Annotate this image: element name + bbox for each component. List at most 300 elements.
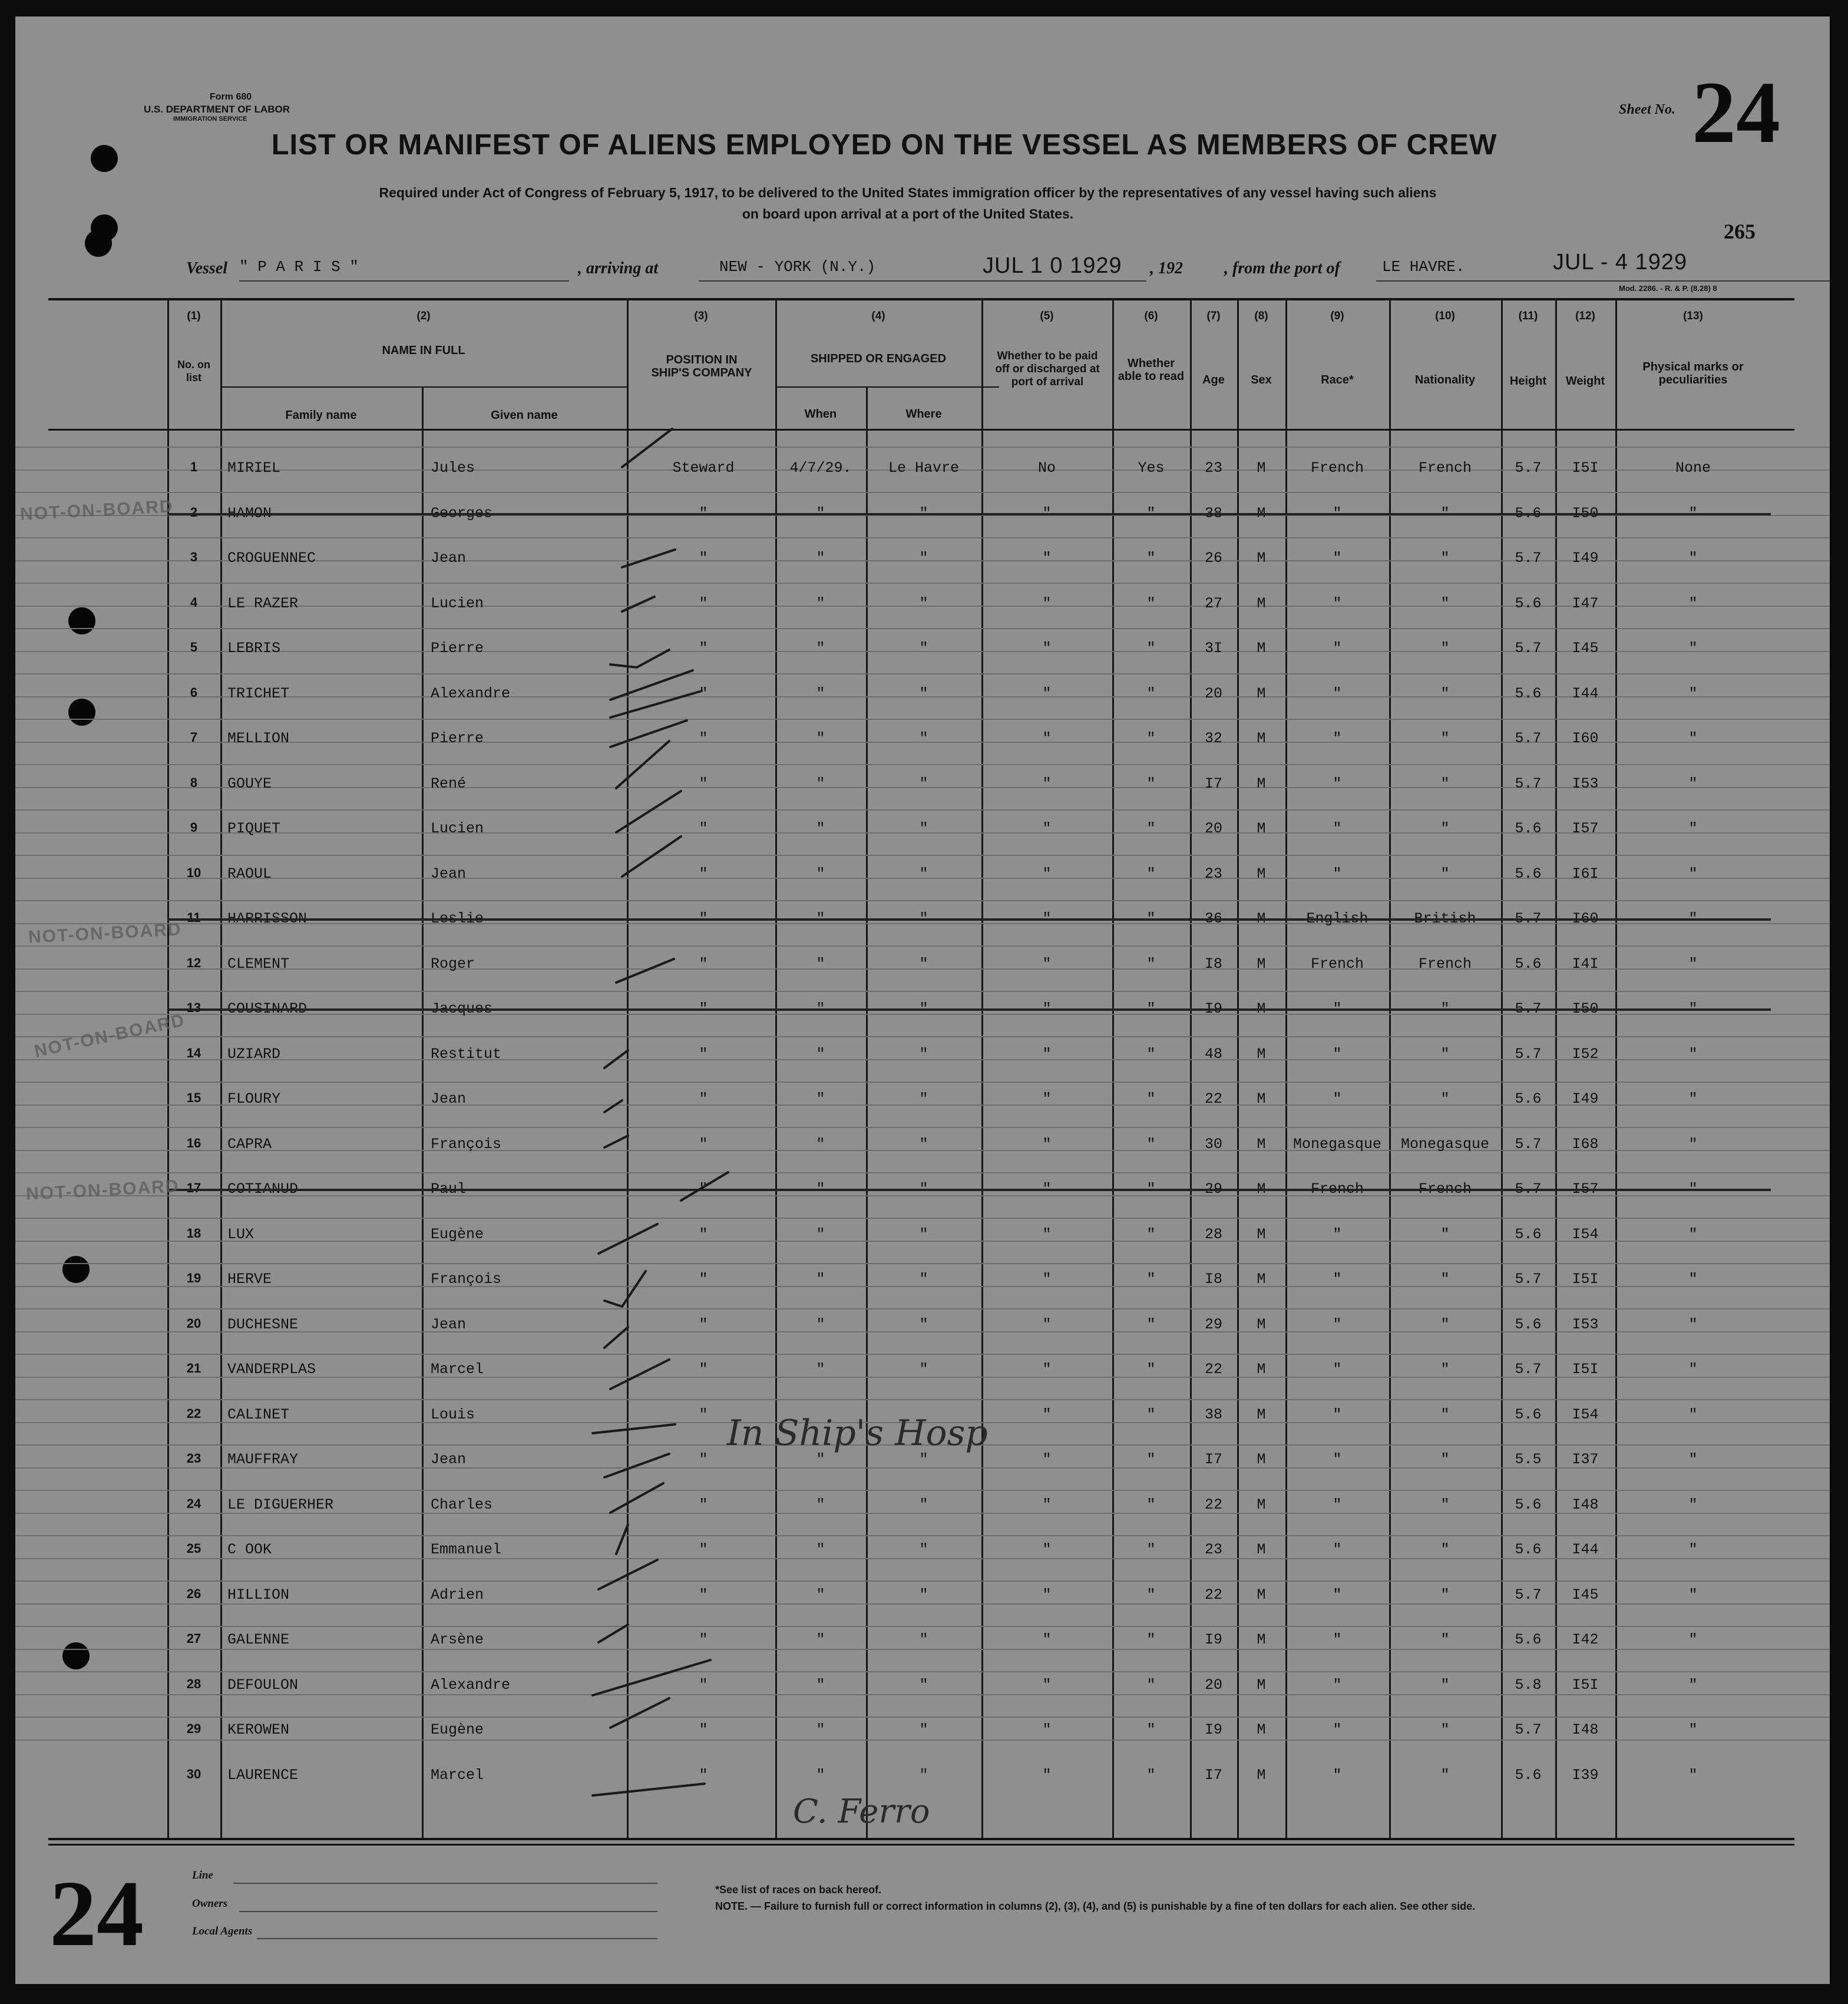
- cell-sex: M: [1257, 459, 1266, 477]
- cell-read: ": [1146, 865, 1156, 882]
- cell-race: ": [1333, 1090, 1342, 1107]
- header-height: Height: [1509, 375, 1547, 388]
- cell-weight: I45: [1572, 1586, 1599, 1603]
- cell-marks: ": [1688, 594, 1698, 612]
- check-mark: [610, 1483, 663, 1513]
- cell-paid: ": [1042, 1361, 1052, 1378]
- cell-given: Adrien: [431, 1586, 484, 1603]
- cell-position: ": [699, 594, 708, 612]
- cell-no: 3: [190, 550, 198, 564]
- cell-read: ": [1146, 1180, 1156, 1198]
- cell-paid: ": [1042, 504, 1052, 522]
- cell-no: 13: [186, 1000, 201, 1015]
- cell-position: Steward: [672, 459, 735, 477]
- cell-height: 5.7: [1515, 1180, 1542, 1198]
- cell-when: ": [816, 1225, 825, 1243]
- cell-race: ": [1333, 730, 1342, 747]
- check-mark: [610, 670, 693, 700]
- column-number: (4): [871, 310, 885, 322]
- cell-when: ": [816, 1315, 825, 1333]
- cell-weight: I68: [1572, 1135, 1599, 1153]
- cell-height: 5.6: [1515, 1631, 1542, 1648]
- check-mark: [622, 597, 654, 611]
- cell-position: ": [699, 1721, 708, 1738]
- owners-label: Owners: [192, 1897, 228, 1910]
- manifest-sheet: [15, 16, 1830, 1984]
- cell-no: 4: [190, 594, 198, 610]
- cell-where: ": [919, 1676, 928, 1694]
- cell-nationality: ": [1440, 640, 1450, 657]
- cell-when: ": [816, 910, 825, 927]
- cell-family: TRICHET: [227, 684, 290, 702]
- cell-weight: I48: [1572, 1721, 1599, 1738]
- cell-race: ": [1333, 684, 1342, 702]
- from-port-label: , from the port of: [1224, 259, 1340, 277]
- cell-position: ": [699, 1406, 708, 1423]
- cell-sex: M: [1257, 1000, 1266, 1017]
- cell-no: 22: [186, 1406, 201, 1421]
- document-title: LIST OR MANIFEST OF ALIENS EMPLOYED ON THE VESSEL AS MEMBERS OF CREW: [271, 129, 1497, 161]
- not-on-board-stamp: NOT-ON-BOARD: [28, 920, 183, 947]
- cell-no: 15: [186, 1090, 201, 1105]
- cell-weight: I53: [1572, 1315, 1599, 1333]
- cell-paid: ": [1042, 730, 1052, 747]
- cell-read: ": [1146, 1496, 1156, 1513]
- cell-marks: ": [1688, 1315, 1698, 1333]
- department-name: U.S. DEPARTMENT OF LABOR: [144, 104, 290, 115]
- cell-position: ": [699, 865, 708, 882]
- header-when: When: [804, 408, 837, 421]
- cell-age: 32: [1204, 730, 1222, 747]
- vessel-name: " P A R I S ": [239, 258, 359, 276]
- cell-position: ": [699, 1361, 708, 1378]
- cell-height: 5.7: [1515, 550, 1542, 567]
- cell-position: ": [699, 1496, 708, 1513]
- cell-where: ": [919, 1766, 928, 1784]
- cell-no: 25: [186, 1541, 201, 1556]
- cell-age: 48: [1204, 1045, 1222, 1063]
- cell-read: ": [1146, 1631, 1156, 1648]
- header-age: Age: [1202, 373, 1225, 386]
- cell-paid: ": [1042, 1090, 1052, 1107]
- check-mark: [593, 1660, 710, 1695]
- cell-when: ": [816, 775, 825, 792]
- cell-weight: I4I: [1572, 955, 1599, 973]
- column-number: (3): [694, 310, 708, 322]
- check-mark: [616, 959, 674, 983]
- cell-where: ": [919, 820, 928, 837]
- cell-nationality: ": [1440, 1586, 1450, 1603]
- cell-position: ": [699, 1271, 708, 1288]
- cell-position: ": [699, 910, 708, 927]
- cell-when: ": [816, 504, 825, 522]
- cell-paid: ": [1042, 820, 1052, 837]
- cell-height: 5.6: [1515, 1315, 1542, 1333]
- cell-marks: ": [1688, 1000, 1698, 1017]
- cell-height: 5.6: [1515, 1766, 1542, 1784]
- header-weight: Weight: [1565, 375, 1605, 388]
- cell-position: ": [699, 1451, 708, 1468]
- cell-family: HAMON: [227, 504, 272, 522]
- cell-position: ": [699, 1180, 708, 1198]
- cell-read: ": [1146, 1225, 1156, 1243]
- cell-read: ": [1146, 594, 1156, 612]
- cell-age: I9: [1204, 1721, 1222, 1738]
- cell-marks: ": [1688, 865, 1698, 882]
- cell-given: Pierre: [431, 640, 484, 657]
- cell-sex: M: [1257, 1406, 1266, 1423]
- cell-nationality: ": [1440, 684, 1450, 702]
- cell-weight: I54: [1572, 1225, 1599, 1243]
- cell-when: ": [816, 1271, 825, 1288]
- header-no-on-list: No. on list: [177, 359, 210, 383]
- cell-paid: ": [1042, 1496, 1052, 1513]
- cell-where: ": [919, 865, 928, 882]
- cell-paid: ": [1042, 1406, 1052, 1423]
- cell-paid: ": [1042, 1135, 1052, 1153]
- cell-read: ": [1146, 955, 1156, 973]
- check-mark: [616, 741, 669, 788]
- cell-height: 5.6: [1515, 1406, 1542, 1423]
- cell-nationality: ": [1440, 1631, 1450, 1648]
- cell-given: Alexandre: [431, 1676, 511, 1694]
- cell-weight: I50: [1572, 1000, 1599, 1017]
- cell-height: 5.6: [1515, 594, 1542, 612]
- header-physical-marks: Physical marks or peculiarities: [1642, 361, 1744, 386]
- column-number: (5): [1040, 310, 1054, 322]
- cell-race: ": [1333, 1271, 1342, 1288]
- cell-where: ": [919, 1315, 928, 1333]
- cell-family: FLOURY: [227, 1090, 281, 1107]
- cell-read: ": [1146, 1090, 1156, 1107]
- cell-position: ": [699, 640, 708, 657]
- cell-no: 12: [186, 955, 201, 970]
- cell-height: 5.6: [1515, 1541, 1542, 1558]
- header-race: Race*: [1321, 373, 1354, 386]
- cell-weight: I60: [1572, 910, 1599, 927]
- cell-paid: ": [1042, 1676, 1052, 1694]
- cell-weight: I6I: [1572, 865, 1599, 882]
- cell-where: ": [919, 1541, 928, 1558]
- cell-given: Emmanuel: [431, 1541, 502, 1558]
- cell-weight: I5I: [1572, 1676, 1599, 1694]
- cell-height: 5.7: [1515, 1586, 1542, 1603]
- cell-height: 5.7: [1515, 775, 1542, 792]
- cell-given: René: [431, 775, 467, 792]
- cell-race: ": [1333, 550, 1342, 567]
- cell-age: I7: [1204, 775, 1222, 792]
- cell-sex: M: [1257, 504, 1266, 522]
- header-nationality: Nationality: [1414, 373, 1476, 386]
- cell-position: ": [699, 550, 708, 567]
- cell-race: ": [1333, 820, 1342, 837]
- year-label: , 192: [1150, 259, 1183, 277]
- cell-read: ": [1146, 1721, 1156, 1738]
- cell-nationality: ": [1440, 1045, 1450, 1063]
- cell-position: ": [699, 1631, 708, 1648]
- cell-when: ": [816, 865, 825, 882]
- cell-sex: M: [1257, 640, 1266, 657]
- cell-where: Le Havre: [888, 459, 960, 477]
- cell-weight: I45: [1572, 640, 1599, 657]
- cell-nationality: French: [1418, 955, 1472, 973]
- cell-age: I9: [1204, 1000, 1222, 1017]
- cell-race: ": [1333, 1676, 1342, 1694]
- cell-height: 5.6: [1515, 820, 1542, 837]
- cell-height: 5.7: [1515, 640, 1542, 657]
- check-mark: [604, 1454, 669, 1477]
- cell-sex: M: [1257, 1631, 1266, 1648]
- arriving-port: NEW - YORK (N.Y.): [719, 258, 876, 276]
- sheet-label: Sheet No.: [1619, 102, 1675, 117]
- cell-family: LAURENCE: [227, 1766, 299, 1784]
- cell-where: ": [919, 594, 928, 612]
- cell-when: ": [816, 730, 825, 747]
- cell-given: Georges: [431, 504, 493, 522]
- cell-given: Louis: [431, 1406, 475, 1423]
- cell-no: 11: [187, 910, 201, 925]
- cell-sex: M: [1257, 1676, 1266, 1694]
- cell-position: ": [699, 1586, 708, 1603]
- cell-height: 5.8: [1515, 1676, 1542, 1694]
- check-mark: [593, 1424, 675, 1433]
- check-mark: [616, 1525, 628, 1554]
- cell-marks: ": [1688, 1225, 1698, 1243]
- cell-position: ": [699, 775, 708, 792]
- cell-paid: ": [1042, 1586, 1052, 1603]
- cell-where: ": [919, 640, 928, 657]
- cell-read: Yes: [1138, 459, 1165, 477]
- cell-race: ": [1333, 1766, 1342, 1784]
- cell-no: 29: [186, 1721, 201, 1736]
- header-where: Where: [905, 408, 942, 421]
- cell-marks: ": [1688, 1045, 1698, 1063]
- cell-sex: M: [1257, 1451, 1266, 1468]
- cell-where: ": [919, 684, 928, 702]
- cell-marks: ": [1688, 1361, 1698, 1378]
- cell-given: François: [431, 1271, 502, 1288]
- cell-when: ": [816, 684, 825, 702]
- cell-weight: I47: [1572, 594, 1599, 612]
- cell-when: ": [816, 820, 825, 837]
- cell-when: ": [816, 1045, 825, 1063]
- cell-no: 8: [190, 775, 198, 790]
- cell-given: Jean: [431, 1090, 467, 1107]
- cell-when: ": [816, 1361, 825, 1378]
- cell-given: Leslie: [431, 910, 484, 927]
- cell-given: Jacques: [431, 1000, 493, 1017]
- cell-race: ": [1333, 1721, 1342, 1738]
- cell-where: ": [919, 1135, 928, 1153]
- cell-nationality: ": [1440, 1315, 1450, 1333]
- cell-age: 23: [1204, 459, 1222, 477]
- cell-height: 5.7: [1515, 1000, 1542, 1017]
- cell-age: 26: [1204, 550, 1222, 567]
- cell-marks: ": [1688, 1766, 1698, 1784]
- cell-marks: ": [1688, 1406, 1698, 1423]
- check-mark: [604, 1136, 628, 1147]
- cell-paid: ": [1042, 1541, 1052, 1558]
- page-number: 265: [1724, 220, 1756, 243]
- cell-no: 17: [186, 1180, 201, 1195]
- cell-paid: ": [1042, 1721, 1052, 1738]
- cell-paid: ": [1042, 1225, 1052, 1243]
- cell-read: ": [1146, 640, 1156, 657]
- cell-read: ": [1146, 1541, 1156, 1558]
- cell-family: C OOK: [227, 1541, 272, 1558]
- cell-given: Jean: [431, 865, 467, 882]
- cell-height: 5.6: [1515, 684, 1542, 702]
- cell-weight: I44: [1572, 1541, 1599, 1558]
- column-number: (6): [1144, 310, 1158, 322]
- cell-read: ": [1146, 730, 1156, 747]
- check-mark: [622, 836, 681, 877]
- cell-marks: ": [1688, 1271, 1698, 1288]
- cell-paid: ": [1042, 1315, 1052, 1333]
- cell-height: 5.7: [1515, 1271, 1542, 1288]
- cell-sex: M: [1257, 955, 1266, 973]
- cell-given: Jean: [431, 550, 467, 567]
- check-mark: [610, 1698, 669, 1728]
- cell-sex: M: [1257, 1180, 1266, 1198]
- cell-given: Jean: [431, 1315, 467, 1333]
- header-able-to-read: Whether able to read: [1118, 357, 1185, 383]
- cell-read: ": [1146, 910, 1156, 927]
- cell-age: 22: [1204, 1090, 1222, 1107]
- cell-sex: M: [1257, 775, 1266, 792]
- cell-weight: I49: [1572, 1090, 1599, 1107]
- not-on-board-stamp: NOT-ON-BOARD: [19, 497, 174, 524]
- cell-marks: ": [1688, 640, 1698, 657]
- cell-weight: I49: [1572, 550, 1599, 567]
- cell-no: 18: [186, 1225, 201, 1241]
- cell-height: 5.6: [1515, 865, 1542, 882]
- cell-weight: I5I: [1572, 1271, 1599, 1288]
- cell-sex: M: [1257, 820, 1266, 837]
- column-number: (7): [1206, 310, 1221, 322]
- cell-position: ": [699, 684, 708, 702]
- cell-position: ": [699, 1766, 708, 1784]
- check-mark: [622, 429, 672, 467]
- cell-nationality: French: [1418, 459, 1472, 477]
- cell-read: ": [1146, 1315, 1156, 1333]
- column-number: (11): [1518, 310, 1538, 322]
- cell-position: ": [699, 1000, 708, 1017]
- subtitle-line-1: Required under Act of Congress of February 5, 1917, to be delivered to the United States immigration officer by the representatives of any vessel having such aliens: [379, 185, 1437, 200]
- footer-sheet-number: 24: [49, 1861, 144, 1966]
- cell-given: Marcel: [431, 1766, 484, 1784]
- not-on-board-stamp: NOT-ON-BOARD: [25, 1176, 180, 1204]
- cell-age: 30: [1204, 1135, 1222, 1153]
- check-mark: [599, 1625, 628, 1642]
- cell-sex: M: [1257, 1045, 1266, 1063]
- cell-read: ": [1146, 775, 1156, 792]
- cell-family: RAOUL: [227, 865, 272, 882]
- cell-family: VANDERPLAS: [227, 1361, 316, 1378]
- header-sex: Sex: [1251, 373, 1272, 386]
- cell-paid: ": [1042, 955, 1052, 973]
- cell-position: ": [699, 1225, 708, 1243]
- cell-when: ": [816, 1541, 825, 1558]
- cell-race: ": [1333, 640, 1342, 657]
- cell-read: ": [1146, 1451, 1156, 1468]
- cell-age: 38: [1204, 1406, 1222, 1423]
- cell-read: ": [1146, 1271, 1156, 1288]
- cell-age: 22: [1204, 1586, 1222, 1603]
- cell-marks: ": [1688, 504, 1698, 522]
- column-number: (9): [1330, 310, 1344, 322]
- cell-read: ": [1146, 550, 1156, 567]
- cell-sex: M: [1257, 1721, 1266, 1738]
- cell-given: Restitut: [431, 1045, 502, 1063]
- cell-given: Alexandre: [431, 684, 511, 702]
- cell-no: 16: [186, 1135, 201, 1150]
- cell-sex: M: [1257, 550, 1266, 567]
- cell-where: ": [919, 1361, 928, 1378]
- cell-nationality: Monegasque: [1400, 1135, 1490, 1153]
- cell-nationality: ": [1440, 775, 1450, 792]
- cell-marks: ": [1688, 910, 1698, 927]
- column-number: (2): [416, 310, 431, 322]
- cell-read: ": [1146, 1361, 1156, 1378]
- cell-weight: I44: [1572, 684, 1599, 702]
- cell-family: CROGUENNEC: [227, 550, 316, 567]
- cell-marks: ": [1688, 820, 1698, 837]
- cell-height: 5.5: [1515, 1451, 1542, 1468]
- cell-position: ": [699, 820, 708, 837]
- cell-paid: ": [1042, 1631, 1052, 1648]
- cell-age: 3I: [1204, 640, 1222, 657]
- cell-nationality: ": [1440, 820, 1450, 837]
- cell-position: ": [699, 955, 708, 973]
- cell-age: 38: [1204, 504, 1222, 522]
- cell-no: 19: [186, 1271, 201, 1285]
- cell-weight: I60: [1572, 730, 1599, 747]
- cell-paid: ": [1042, 910, 1052, 927]
- cell-family: LEBRIS: [227, 640, 281, 657]
- cell-family: HARRISSON: [227, 910, 308, 927]
- check-mark: [681, 1172, 728, 1201]
- cell-paid: ": [1042, 865, 1052, 882]
- cell-given: Jules: [431, 459, 475, 477]
- cell-family: PIQUET: [227, 820, 281, 837]
- cell-read: ": [1146, 1676, 1156, 1694]
- cell-when: ": [816, 640, 825, 657]
- cell-when: ": [816, 1631, 825, 1648]
- cell-marks: None: [1675, 459, 1711, 477]
- cell-marks: ": [1688, 1451, 1698, 1468]
- cell-given: Paul: [431, 1180, 467, 1198]
- cell-nationality: ": [1440, 730, 1450, 747]
- cell-age: 23: [1204, 865, 1222, 882]
- cell-position: ": [699, 730, 708, 747]
- check-mark: [610, 650, 669, 667]
- cell-nationality: British: [1414, 910, 1476, 927]
- cell-where: ": [919, 1180, 928, 1198]
- cell-position: ": [699, 504, 708, 522]
- cell-given: Roger: [431, 955, 475, 973]
- not-on-board-stamp: NOT-ON-BOARD: [32, 1010, 187, 1061]
- cell-when: ": [816, 1721, 825, 1738]
- cell-where: ": [919, 730, 928, 747]
- cell-height: 5.7: [1515, 1045, 1542, 1063]
- cell-where: ": [919, 1090, 928, 1107]
- cell-family: MAUFFRAY: [227, 1451, 299, 1468]
- cell-where: ": [919, 910, 928, 927]
- cell-family: DEFOULON: [227, 1676, 299, 1694]
- cell-nationality: ": [1440, 1225, 1450, 1243]
- cell-given: Lucien: [431, 820, 484, 837]
